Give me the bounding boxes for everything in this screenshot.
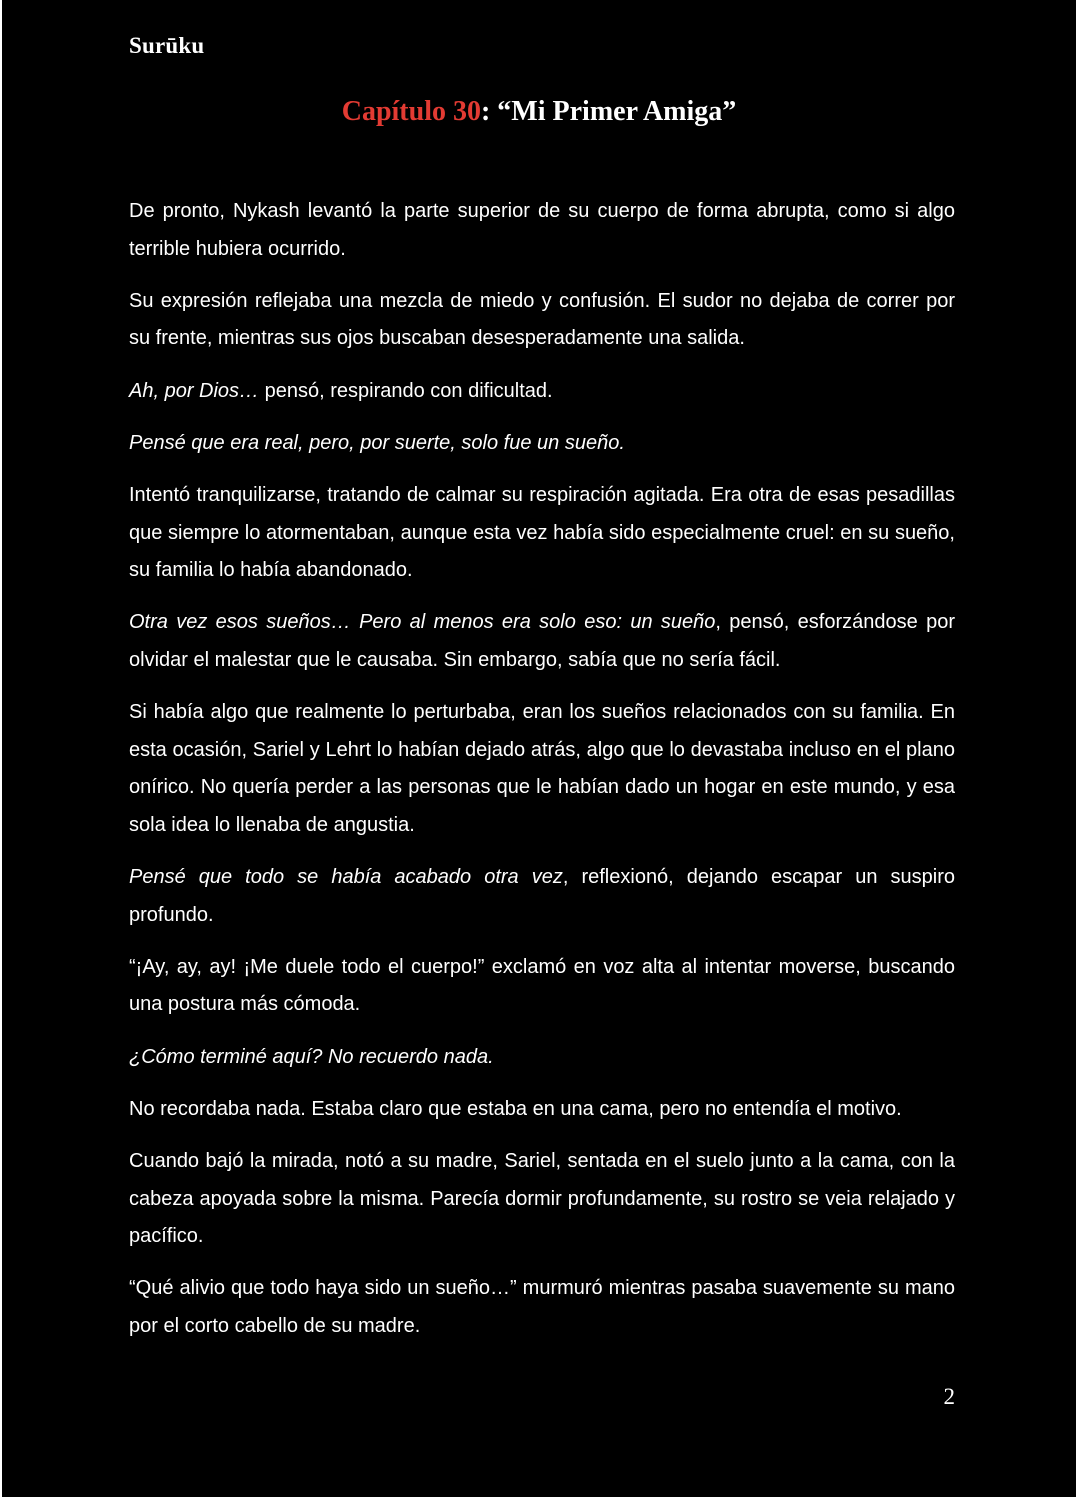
body-text: [129, 193, 955, 1346]
paragraph: “¡Ay, ay, ay! ¡Me duele todo el cuerpo!” exclamó en voz alta al intentar moverse, buscando una postura más cómoda.: [129, 955, 955, 1016]
paragraph: [129, 1039, 955, 1077]
thought-text: Ah, por Dios…: [129, 379, 260, 402]
paragraph: [129, 373, 955, 411]
chapter-separator: :: [480, 96, 498, 127]
paragraph: [129, 859, 955, 934]
running-header: Surūku: [129, 33, 205, 58]
paragraph: Si había algo que realmente lo perturbaba, eran los sueños relacionados con su familia. En esta ocasión, Sariel y Lehrt lo habían dejado atrás, algo que lo devastaba incluso en el plano onírico. No quería perder a las personas que le habían dado un hogar en este mundo, y esa sola idea lo llenaba de angustia.: [129, 701, 955, 836]
paragraph: Intentó tranquilizarse, tratando de calmar su respiración agitada. Era otra de esas pesadillas que siempre lo atormentaban, aunque esta vez había sido especialmente cruel: en su sueño, su familia lo había abandonado.: [129, 483, 955, 582]
paragraph: No recordaba nada. Estaba claro que estaba en una cama, pero no entendía el motivo.: [129, 1097, 902, 1120]
thought-text: ¿Cómo terminé aquí? No recuerdo nada.: [129, 1045, 494, 1068]
paragraph: “Qué alivio que todo haya sido un sueño…” murmuró mientras pasaba suavemente su mano por el corto cabello de su madre.: [129, 1277, 955, 1337]
narration-text: , pensó, esforzándose por olvidar el malestar que le causaba. Sin embargo, sabía que no sería fácil.: [129, 611, 955, 671]
thought-text: Pensé que todo se había acabado otra vez: [129, 866, 563, 889]
paragraph: Cuando bajó la mirada, notó a su madre, Sariel, sentada en el suelo junto a la cama, con la cabeza apoyada sobre la misma. Parecía dormir profundamente, su rostro se veia relajado y pacífico.: [129, 1150, 955, 1248]
chapter-title: “Mi Primer Amiga”: [497, 96, 737, 127]
paragraph: De pronto, Nykash levantó la parte superior de su cuerpo de forma abrupta, como si algo terrible hubiera ocurrido.: [129, 200, 955, 260]
chapter-number: Capítulo 30: [341, 96, 481, 127]
narration-text: pensó, respirando con dificultad.: [259, 379, 553, 402]
chapter-heading: [2, 96, 1076, 128]
paragraph: [129, 425, 955, 463]
paragraph: [129, 604, 955, 679]
paragraph: Su expresión reflejaba una mezcla de miedo y confusión. El sudor no dejaba de correr por su frente, mientras sus ojos buscaban desesperadamente una salida.: [129, 289, 955, 350]
thought-text: Pensé que era real, pero, por suerte, solo fue un sueño.: [129, 431, 625, 454]
page-number: 2: [943, 1384, 955, 1409]
thought-text: Otra vez esos sueños… Pero al menos era solo eso: un sueño: [129, 611, 716, 634]
document-page: [2, 0, 1076, 1497]
narration-text: , reflexionó, dejando escapar un suspiro profundo.: [129, 866, 955, 926]
